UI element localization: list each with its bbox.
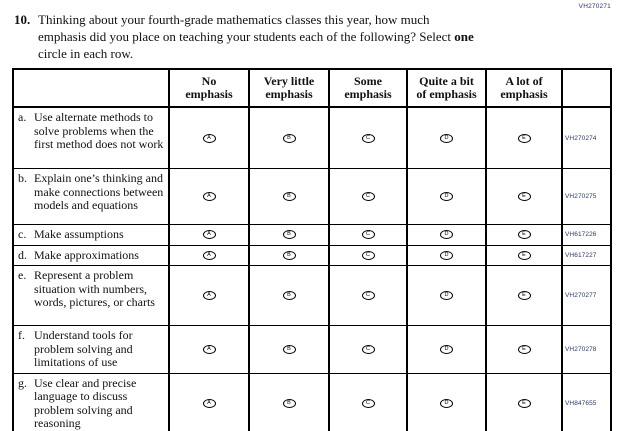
bubble-very-little-emphasis[interactable]: B bbox=[283, 399, 296, 408]
row-letter: c. bbox=[18, 227, 27, 241]
option-cell-very-little-emphasis bbox=[250, 246, 330, 266]
table-row-c bbox=[14, 225, 610, 246]
row-label: Make assumptions bbox=[34, 227, 124, 241]
bubble-a-lot-of-emphasis[interactable]: E bbox=[518, 230, 531, 239]
option-cell-very-little-emphasis bbox=[250, 225, 330, 245]
question-table bbox=[12, 68, 612, 431]
bubble-no-emphasis[interactable]: A bbox=[203, 230, 216, 239]
option-cell-a-lot-of-emphasis bbox=[487, 225, 563, 245]
row-label-cell bbox=[14, 225, 170, 245]
col-header-very-little-emphasis bbox=[250, 70, 330, 106]
question-line-3: circle in each row. bbox=[38, 46, 134, 61]
bubble-very-little-emphasis[interactable]: B bbox=[283, 134, 296, 143]
table-row-e bbox=[14, 266, 610, 326]
col-header-no-emphasis bbox=[170, 70, 250, 106]
bubble-very-little-emphasis[interactable]: B bbox=[283, 192, 296, 201]
bubble-a-lot-of-emphasis[interactable]: E bbox=[518, 291, 531, 300]
row-label-cell bbox=[14, 374, 170, 431]
bubble-no-emphasis[interactable]: A bbox=[203, 192, 216, 201]
row-label: Use alternate methods to solve problems when the first method does not work bbox=[34, 110, 164, 151]
option-cell-some-emphasis bbox=[330, 326, 408, 373]
bubble-quite-a-bit-of-emphasis[interactable]: D bbox=[440, 192, 453, 201]
bubble-some-emphasis[interactable]: C bbox=[362, 291, 375, 300]
header-line: emphasis bbox=[344, 87, 392, 101]
bubble-no-emphasis[interactable]: A bbox=[203, 251, 216, 260]
question-number: 10. bbox=[14, 12, 31, 27]
question-line-1: Thinking about your fourth-grade mathematics classes this year, how much bbox=[38, 12, 430, 27]
bubble-a-lot-of-emphasis[interactable]: E bbox=[518, 251, 531, 260]
option-cell-no-emphasis bbox=[170, 266, 250, 325]
row-label-cell bbox=[14, 108, 170, 168]
header-line: emphasis bbox=[185, 87, 233, 101]
option-cell-quite-a-bit-of-emphasis bbox=[408, 225, 487, 245]
option-cell-no-emphasis bbox=[170, 225, 250, 245]
row-label: Represent a problem situation with numbers, words, pictures, or charts bbox=[34, 268, 155, 309]
option-cell-no-emphasis bbox=[170, 108, 250, 168]
bubble-quite-a-bit-of-emphasis[interactable]: D bbox=[440, 399, 453, 408]
question-text bbox=[38, 11, 474, 62]
header-line: No bbox=[201, 73, 217, 88]
row-code: VH270274 bbox=[565, 134, 597, 142]
bubble-some-emphasis[interactable]: C bbox=[362, 399, 375, 408]
option-cell-quite-a-bit-of-emphasis bbox=[408, 169, 487, 224]
option-cell-quite-a-bit-of-emphasis bbox=[408, 374, 487, 431]
option-cell-some-emphasis bbox=[330, 266, 408, 325]
bubble-very-little-emphasis[interactable]: B bbox=[283, 251, 296, 260]
bubble-very-little-emphasis[interactable]: B bbox=[283, 345, 296, 354]
row-label: Use clear and precise language to discuss problem solving and reasoning bbox=[34, 375, 137, 430]
row-letter: e. bbox=[18, 268, 27, 282]
header-line: Very little bbox=[263, 73, 315, 88]
option-cell-quite-a-bit-of-emphasis bbox=[408, 266, 487, 325]
row-code: VH270278 bbox=[565, 345, 597, 353]
row-code: VH270277 bbox=[565, 292, 597, 299]
row-code: VH617226 bbox=[565, 231, 597, 239]
table-row-g bbox=[14, 374, 610, 431]
option-cell-some-emphasis bbox=[330, 225, 408, 245]
row-label-cell bbox=[14, 266, 170, 325]
option-cell-quite-a-bit-of-emphasis bbox=[408, 246, 487, 266]
bubble-no-emphasis[interactable]: A bbox=[203, 134, 216, 143]
col-header-quite-a-bit-of-emphasis bbox=[408, 70, 487, 106]
option-cell-a-lot-of-emphasis bbox=[487, 246, 563, 266]
question-line-2-text: emphasis did you place on teaching your students each of the following? Select bbox=[38, 29, 455, 44]
bubble-quite-a-bit-of-emphasis[interactable]: D bbox=[440, 345, 453, 354]
option-cell-some-emphasis bbox=[330, 246, 408, 266]
option-cell-no-emphasis bbox=[170, 246, 250, 266]
bubble-a-lot-of-emphasis[interactable]: E bbox=[518, 192, 531, 201]
header-line: Some bbox=[354, 73, 382, 88]
bubble-a-lot-of-emphasis[interactable]: E bbox=[518, 134, 531, 143]
bubble-some-emphasis[interactable]: C bbox=[362, 345, 375, 354]
option-cell-a-lot-of-emphasis bbox=[487, 108, 563, 168]
option-cell-some-emphasis bbox=[330, 374, 408, 431]
col-header-some-emphasis bbox=[330, 70, 408, 106]
header-line: of emphasis bbox=[416, 87, 477, 101]
bubble-very-little-emphasis[interactable]: B bbox=[283, 230, 296, 239]
header-line: A lot of bbox=[505, 73, 543, 88]
option-cell-very-little-emphasis bbox=[250, 108, 330, 168]
bubble-no-emphasis[interactable]: A bbox=[203, 345, 216, 354]
row-letter: f. bbox=[18, 328, 25, 342]
header-line: emphasis bbox=[500, 87, 548, 101]
option-cell-very-little-emphasis bbox=[250, 326, 330, 373]
bubble-no-emphasis[interactable]: A bbox=[203, 399, 216, 408]
bubble-a-lot-of-emphasis[interactable]: E bbox=[518, 345, 531, 354]
option-cell-no-emphasis bbox=[170, 326, 250, 373]
row-code: VH847655 bbox=[565, 400, 597, 407]
bubble-some-emphasis[interactable]: C bbox=[362, 192, 375, 201]
table-row-a bbox=[14, 108, 610, 169]
row-letter: g. bbox=[18, 375, 27, 390]
bubble-quite-a-bit-of-emphasis[interactable]: D bbox=[440, 134, 453, 143]
bubble-quite-a-bit-of-emphasis[interactable]: D bbox=[440, 251, 453, 260]
option-cell-some-emphasis bbox=[330, 108, 408, 168]
bubble-a-lot-of-emphasis[interactable]: E bbox=[518, 399, 531, 408]
row-label-cell bbox=[14, 169, 170, 224]
row-label: Make approximations bbox=[34, 247, 139, 262]
col-header-a-lot-of-emphasis bbox=[487, 70, 563, 106]
option-cell-very-little-emphasis bbox=[250, 169, 330, 224]
option-cell-no-emphasis bbox=[170, 374, 250, 431]
option-cell-a-lot-of-emphasis bbox=[487, 169, 563, 224]
bubble-quite-a-bit-of-emphasis[interactable]: D bbox=[440, 291, 453, 300]
question-stem bbox=[14, 11, 574, 62]
table-row-d bbox=[14, 246, 610, 267]
question-line-2 bbox=[38, 28, 474, 45]
row-letter: b. bbox=[18, 171, 27, 185]
option-cell-some-emphasis bbox=[330, 169, 408, 224]
row-code: VH270275 bbox=[565, 193, 597, 200]
table-header-row bbox=[14, 70, 610, 108]
page-accession-code: VH270271 bbox=[578, 3, 611, 10]
table-row-f bbox=[14, 326, 610, 374]
option-cell-a-lot-of-emphasis bbox=[487, 326, 563, 373]
bubble-quite-a-bit-of-emphasis[interactable]: D bbox=[440, 230, 453, 239]
row-label: Explain one’s thinking and make connections between models and equations bbox=[34, 171, 164, 212]
bubble-some-emphasis[interactable]: C bbox=[362, 251, 375, 260]
bubble-no-emphasis[interactable]: A bbox=[203, 291, 216, 300]
table-row-b bbox=[14, 169, 610, 225]
header-line: Quite a bit bbox=[419, 73, 474, 88]
header-code-cell bbox=[563, 70, 610, 106]
header-line: emphasis bbox=[265, 87, 313, 101]
row-label: Understand tools for problem solving and limitations of use bbox=[34, 328, 133, 369]
option-cell-quite-a-bit-of-emphasis bbox=[408, 326, 487, 373]
row-letter: d. bbox=[18, 247, 27, 262]
row-code: VH617227 bbox=[565, 251, 597, 259]
question-line-2-bold: one bbox=[454, 29, 474, 44]
option-cell-a-lot-of-emphasis bbox=[487, 374, 563, 431]
option-cell-a-lot-of-emphasis bbox=[487, 266, 563, 325]
header-blank-cell bbox=[14, 70, 170, 106]
option-cell-very-little-emphasis bbox=[250, 266, 330, 325]
option-cell-no-emphasis bbox=[170, 169, 250, 224]
bubble-very-little-emphasis[interactable]: B bbox=[283, 291, 296, 300]
option-cell-very-little-emphasis bbox=[250, 374, 330, 431]
bubble-some-emphasis[interactable]: C bbox=[362, 134, 375, 143]
option-cell-quite-a-bit-of-emphasis bbox=[408, 108, 487, 168]
row-label-cell bbox=[14, 326, 170, 373]
row-letter: a. bbox=[18, 110, 27, 124]
row-label-cell bbox=[14, 246, 170, 266]
bubble-some-emphasis[interactable]: C bbox=[362, 230, 375, 239]
